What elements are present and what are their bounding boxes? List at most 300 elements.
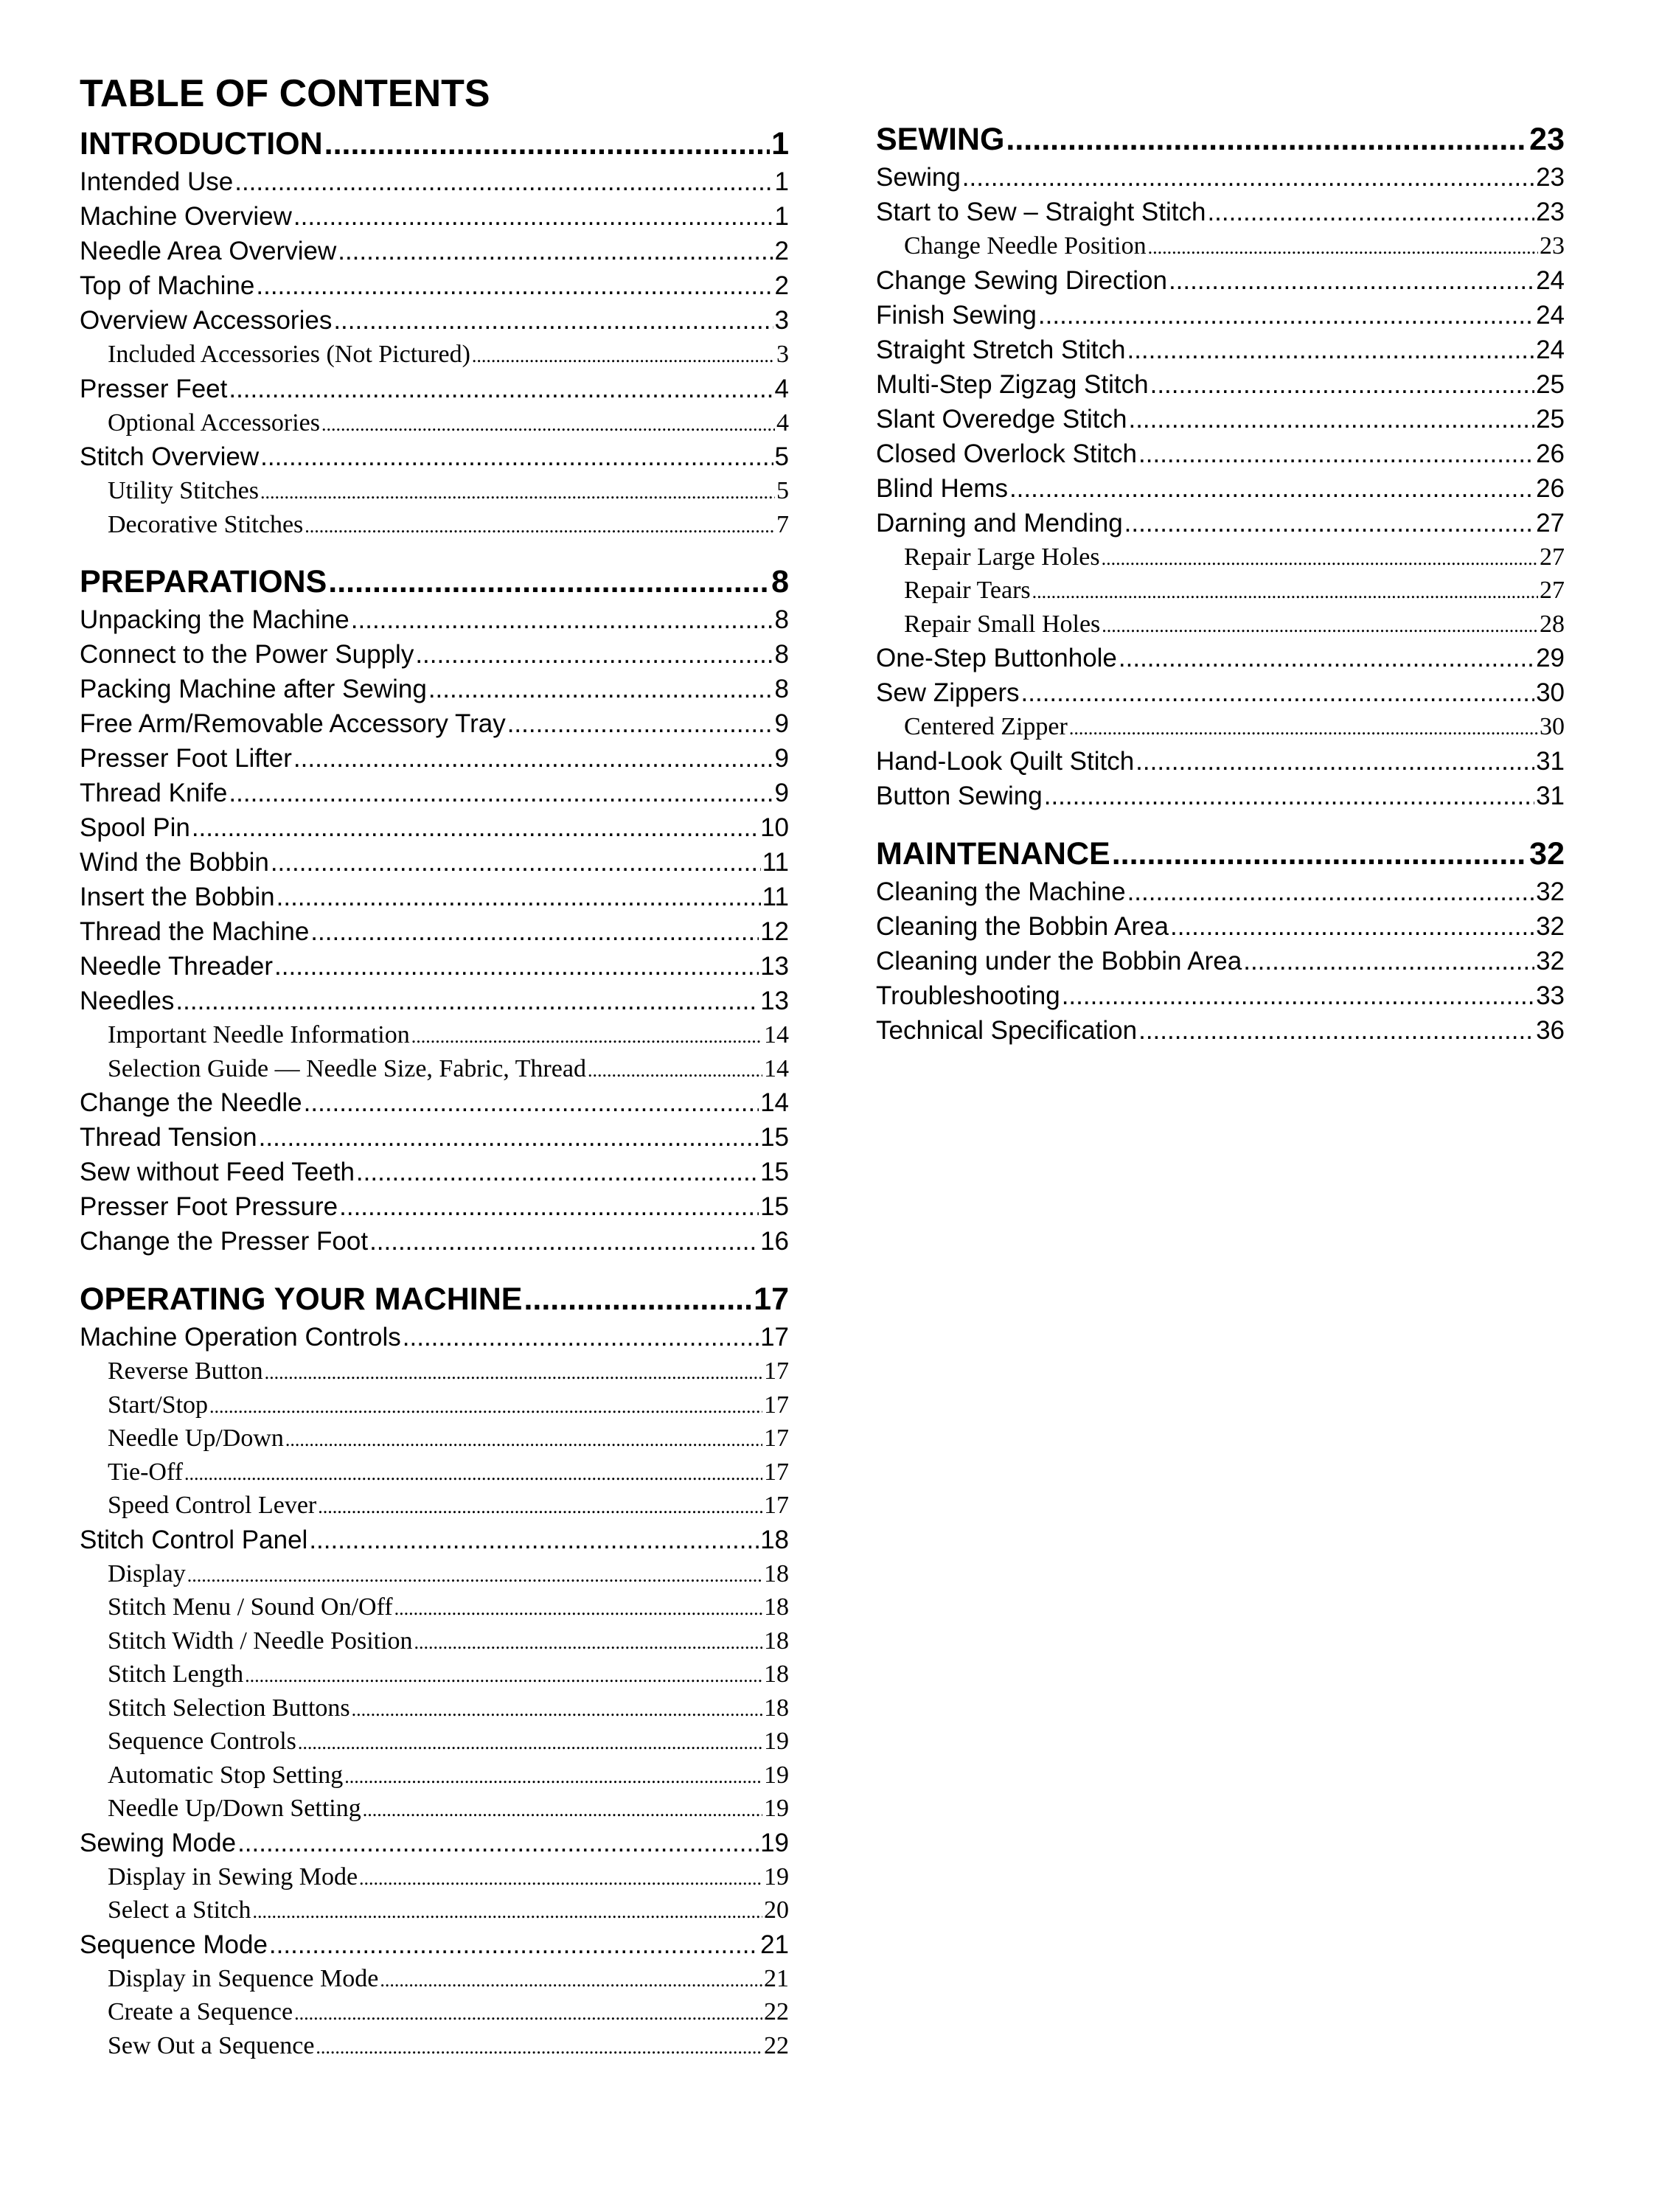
dot-leader [175, 984, 759, 1018]
toc-entry [80, 637, 789, 672]
toc-entry-page-number: 17 [764, 1458, 789, 1486]
dot-leader [1128, 402, 1534, 437]
toc-entry-page-number: 22 [764, 1998, 789, 2025]
toc-entry [80, 303, 789, 338]
dot-leader [1135, 744, 1534, 779]
dot-leader [1127, 874, 1535, 909]
toc-entry [80, 338, 789, 372]
toc-entry [876, 471, 1565, 506]
toc-entry-page-number: 13 [760, 987, 789, 1015]
toc-entry [80, 234, 789, 268]
toc-entry-page-number: 9 [774, 744, 789, 773]
toc-entry [80, 1893, 789, 1927]
toc-entry [80, 199, 789, 234]
dot-leader [237, 1826, 759, 1860]
toc-entry-label: Machine Overview [80, 202, 292, 231]
toc-entry-label: Stitch Length [108, 1660, 244, 1688]
toc-entry [80, 1085, 789, 1120]
toc-entry-page-number: 2 [774, 271, 789, 300]
dot-leader [298, 1725, 762, 1759]
toc-entry-label: Needles [80, 987, 175, 1015]
dot-leader [394, 1590, 762, 1624]
toc-entry-page-number: 32 [1536, 911, 1565, 941]
toc-entry-label: Packing Machine after Sewing [80, 675, 427, 703]
toc-entry [876, 367, 1565, 402]
dot-leader [359, 1860, 762, 1894]
toc-entry-page-number: 24 [1536, 300, 1565, 330]
toc-entry-label: Display [108, 1559, 186, 1587]
toc-entry-label: Decorative Stitches [108, 510, 304, 538]
dot-leader [333, 303, 773, 338]
dot-leader [1138, 437, 1534, 471]
toc-entry-page-number: 26 [1536, 473, 1565, 503]
toc-section-introduction [80, 124, 789, 541]
toc-entry [80, 1155, 789, 1189]
toc-entry [876, 263, 1565, 298]
toc-entry-page-number: 8 [774, 640, 789, 669]
toc-entry-label: Centered Zipper [904, 713, 1068, 740]
toc-entry-page-number: 15 [760, 1158, 789, 1186]
toc-entry-label: Spool Pin [80, 813, 190, 842]
toc-entry-page-number: 2 [774, 237, 789, 265]
dot-leader [351, 602, 773, 637]
toc-entry-label: Thread Tension [80, 1123, 257, 1152]
toc-entry-label: Cleaning the Bobbin Area [876, 911, 1169, 941]
toc-entry-page-number: 8 [774, 605, 789, 634]
page-title: TABLE OF CONTENTS [80, 72, 490, 115]
dot-leader [1148, 229, 1538, 263]
toc-entry-label: MAINTENANCE [876, 835, 1110, 872]
dot-leader [253, 1893, 762, 1927]
toc-entry-label: Wind the Bobbin [80, 848, 269, 877]
toc-entry-label: Needle Up/Down Setting [108, 1795, 361, 1822]
toc-entry [876, 779, 1565, 813]
toc-entry-page-number: 1 [774, 167, 789, 196]
dot-leader [318, 1489, 762, 1523]
toc-entry-page-number: 1 [771, 126, 789, 161]
toc-entry-label: Change Needle Position [904, 232, 1147, 260]
toc-right-column [876, 119, 1565, 1068]
toc-entry [80, 1725, 789, 1759]
toc-entry-page-number: 24 [1536, 335, 1565, 364]
toc-entry [80, 1354, 789, 1388]
toc-entry [876, 333, 1565, 367]
dot-leader [234, 164, 773, 199]
dot-leader [524, 1279, 752, 1320]
dot-leader [1009, 471, 1534, 506]
toc-entry [80, 1759, 789, 1792]
toc-entry-label: Hand-Look Quilt Stitch [876, 746, 1135, 776]
dot-leader [1170, 909, 1534, 944]
toc-entry-page-number: 23 [1536, 163, 1565, 192]
toc-entry-label: PREPARATIONS [80, 564, 327, 599]
toc-entry-page-number: 12 [760, 917, 789, 946]
toc-entry-page-number: 18 [764, 1627, 789, 1655]
toc-section-preparations [80, 562, 789, 1259]
dot-leader [192, 810, 759, 845]
toc-entry-page-number: 19 [764, 1863, 789, 1891]
dot-leader [265, 1354, 762, 1388]
toc-entry [876, 160, 1565, 195]
toc-entry [876, 909, 1565, 944]
toc-entry-page-number: 7 [776, 510, 789, 538]
dot-leader [507, 706, 773, 741]
toc-entry-label: Blind Hems [876, 473, 1008, 503]
toc-entry-label: Needle Up/Down [108, 1425, 284, 1452]
toc-entry-label: Thread Knife [80, 779, 228, 807]
toc-entry-page-number: 11 [762, 848, 789, 877]
toc-entry [80, 1455, 789, 1489]
toc-entry [80, 406, 789, 440]
dot-leader [293, 199, 773, 234]
toc-entry-page-number: 17 [760, 1323, 789, 1352]
toc-entry-page-number: 8 [771, 564, 789, 599]
toc-entry-label: Intended Use [80, 167, 234, 196]
toc-entry-label: Selection Guide — Needle Size, Fabric, Thread [108, 1054, 586, 1082]
dot-leader [309, 1523, 759, 1557]
toc-entry-page-number: 15 [760, 1123, 789, 1152]
dot-leader [1102, 540, 1538, 574]
toc-entry-label: Stitch Overview [80, 442, 260, 471]
toc-entry [80, 810, 789, 845]
toc-entry [80, 1120, 789, 1155]
toc-entry-page-number: 17 [764, 1391, 789, 1419]
toc-section-heading [80, 124, 789, 164]
toc-entry-label: One-Step Buttonhole [876, 644, 1117, 672]
toc-entry-label: Button Sewing [876, 781, 1043, 810]
toc-entry-label: Change Sewing Direction [876, 265, 1167, 295]
toc-entry-label: Sequence Mode [80, 1930, 268, 1959]
toc-entry-label: Straight Stretch Stitch [876, 335, 1126, 364]
toc-entry-label: Important Needle Information [108, 1021, 410, 1048]
toc-entry [80, 1962, 789, 1996]
dot-leader [1150, 367, 1534, 402]
dot-leader [1102, 608, 1538, 641]
toc-entry-label: Utility Stitches [108, 477, 259, 504]
toc-entry-label: Technical Specification [876, 1015, 1138, 1045]
toc-entry-page-number: 32 [1536, 946, 1565, 975]
toc-entry-label: Create a Sequence [108, 1998, 293, 2025]
toc-entry [80, 741, 789, 776]
toc-entry-page-number: 5 [774, 442, 789, 471]
toc-entry-label: Top of Machine [80, 271, 255, 300]
dot-leader [310, 914, 759, 949]
toc-entry-page-number: 1 [774, 202, 789, 231]
dot-leader [209, 1388, 762, 1422]
toc-entry-label: Unpacking the Machine [80, 605, 349, 634]
toc-entry [876, 1013, 1565, 1048]
toc-entry-label: Stitch Width / Needle Position [108, 1627, 413, 1655]
toc-entry-page-number: 9 [774, 779, 789, 807]
dot-leader [269, 1927, 759, 1962]
toc-entry-page-number: 19 [764, 1795, 789, 1822]
toc-entry [876, 437, 1565, 471]
toc-entry-label: Stitch Control Panel [80, 1525, 308, 1554]
toc-entry-page-number: 14 [764, 1054, 789, 1082]
toc-entry [876, 540, 1565, 574]
dot-leader [1044, 779, 1534, 813]
toc-entry [80, 1422, 789, 1455]
toc-entry [876, 229, 1565, 263]
toc-entry [80, 845, 789, 880]
dot-leader [316, 2029, 762, 2063]
dot-leader [414, 1624, 762, 1658]
toc-entry-page-number: 36 [1536, 1015, 1565, 1045]
toc-entry-page-number: 31 [1536, 781, 1565, 810]
toc-entry-page-number: 23 [1529, 122, 1565, 157]
toc-entry-label: Presser Foot Pressure [80, 1192, 338, 1221]
toc-entry-page-number: 30 [1536, 678, 1565, 707]
toc-entry-label: Start to Sew – Straight Stitch [876, 198, 1206, 226]
toc-entry [80, 1489, 789, 1523]
toc-entry [80, 1691, 789, 1725]
dot-leader [356, 1155, 759, 1189]
toc-entry-page-number: 17 [764, 1425, 789, 1452]
dot-leader [305, 508, 775, 542]
toc-entry-label: Change the Presser Foot [80, 1227, 369, 1256]
toc-entry [80, 914, 789, 949]
toc-entry-page-number: 26 [1536, 439, 1565, 468]
toc-entry-label: Insert the Bobbin [80, 883, 275, 911]
toc-entry-page-number: 24 [1536, 265, 1565, 295]
toc-entry-label: Sew Out a Sequence [108, 2031, 315, 2059]
toc-entry [80, 1052, 789, 1086]
toc-entry-page-number: 27 [1540, 577, 1565, 604]
toc-entry-label: Included Accessories (Not Pictured) [108, 341, 470, 368]
dot-leader [1127, 333, 1534, 367]
toc-entry-page-number: 33 [1536, 981, 1565, 1010]
dot-leader [321, 406, 775, 440]
dot-leader [352, 1691, 762, 1725]
toc-entry-page-number: 29 [1536, 644, 1565, 672]
toc-entry-page-number: 19 [760, 1828, 789, 1857]
toc-entry-label: Connect to the Power Supply [80, 640, 414, 669]
toc-entry-label: Change the Needle [80, 1088, 302, 1117]
toc-entry-page-number: 18 [764, 1694, 789, 1722]
dot-leader [1207, 195, 1534, 229]
toc-entry-label: Stitch Menu / Sound On/Off [108, 1593, 393, 1621]
dot-leader [403, 1320, 759, 1354]
dot-leader [328, 562, 770, 602]
toc-entry [876, 675, 1565, 710]
toc-entry-page-number: 31 [1536, 746, 1565, 776]
toc-entry [80, 474, 789, 508]
toc-entry-label: Speed Control Lever [108, 1492, 317, 1519]
toc-section-heading [876, 119, 1565, 160]
toc-entry [80, 1523, 789, 1557]
toc-entry-page-number: 28 [1540, 610, 1565, 638]
toc-entry [876, 744, 1565, 779]
toc-section-sewing [876, 119, 1565, 813]
toc-entry [80, 1590, 789, 1624]
dot-leader [260, 474, 775, 508]
toc-section-heading [80, 1279, 789, 1320]
toc-entry-page-number: 25 [1536, 404, 1565, 434]
dot-leader [293, 741, 773, 776]
toc-entry [80, 706, 789, 741]
toc-entry-label: Closed Overlock Stitch [876, 439, 1138, 468]
toc-entry-page-number: 17 [764, 1357, 789, 1385]
toc-entry-label: Sequence Controls [108, 1728, 296, 1755]
toc-entry-label: Troubleshooting [876, 981, 1060, 1010]
toc-entry-page-number: 32 [1529, 835, 1565, 872]
toc-entry [876, 874, 1565, 909]
toc-entry-label: OPERATING YOUR MACHINE [80, 1281, 523, 1317]
toc-entry [80, 1018, 789, 1052]
dot-leader [472, 338, 775, 372]
dot-leader [344, 1759, 762, 1792]
dot-leader [1032, 574, 1538, 608]
toc-entry [80, 508, 789, 542]
dot-leader [1112, 834, 1528, 874]
dot-leader [1021, 675, 1535, 710]
dot-leader [588, 1052, 762, 1086]
dot-leader [245, 1658, 762, 1691]
toc-entry [80, 984, 789, 1018]
toc-entry-page-number: 21 [764, 1964, 789, 1992]
toc-entry-label: Optional Accessories [108, 408, 320, 437]
toc-entry [80, 1860, 789, 1894]
toc-entry [80, 1189, 789, 1224]
toc-entry-page-number: 9 [774, 709, 789, 738]
toc-entry [80, 268, 789, 303]
dot-leader [1243, 944, 1534, 978]
toc-entry-label: Sew Zippers [876, 678, 1020, 707]
toc-entry-page-number: 20 [764, 1896, 789, 1924]
toc-entry [876, 195, 1565, 229]
toc-entry-page-number: 21 [760, 1930, 789, 1959]
dot-leader [304, 1085, 759, 1120]
toc-entry [80, 880, 789, 914]
toc-entry-label: Reverse Button [108, 1357, 263, 1385]
dot-leader [1069, 710, 1538, 744]
dot-leader [338, 234, 773, 268]
toc-entry-label: Repair Small Holes [904, 610, 1101, 638]
toc-entry-label: Start/Stop [108, 1391, 209, 1419]
toc-entry [876, 710, 1565, 744]
toc-entry [876, 574, 1565, 608]
dot-leader [256, 268, 773, 303]
toc-section-maintenance [876, 834, 1565, 1048]
toc-entry-page-number: 18 [760, 1525, 789, 1554]
dot-leader [184, 1455, 762, 1489]
toc-entry-label: Overview Accessories [80, 306, 333, 335]
toc-entry-page-number: 10 [760, 813, 789, 842]
toc-entry-page-number: 4 [774, 374, 789, 403]
toc-entry-label: Display in Sequence Mode [108, 1964, 379, 1992]
toc-entry-label: Free Arm/Removable Accessory Tray [80, 709, 506, 738]
toc-entry-label: Repair Tears [904, 577, 1031, 604]
toc-entry [80, 1224, 789, 1259]
dot-leader [1119, 641, 1534, 675]
toc-entry-page-number: 18 [764, 1593, 789, 1621]
toc-entry [80, 1388, 789, 1422]
toc-entry [80, 372, 789, 406]
toc-entry [876, 608, 1565, 641]
dot-leader [187, 1557, 762, 1591]
toc-entry-page-number: 23 [1536, 198, 1565, 226]
toc-entry-label: Presser Feet [80, 374, 228, 403]
dot-leader [363, 1792, 762, 1826]
dot-leader [369, 1224, 759, 1259]
dot-leader [1038, 298, 1534, 333]
toc-entry-label: Multi-Step Zigzag Stitch [876, 369, 1149, 399]
toc-entry-page-number: 19 [764, 1728, 789, 1755]
dot-leader [276, 880, 761, 914]
toc-entry-label: Cleaning under the Bobbin Area [876, 946, 1242, 975]
dot-leader [411, 1018, 762, 1052]
dot-leader [962, 160, 1534, 195]
toc-entry-page-number: 3 [774, 306, 789, 335]
toc-section-heading [876, 834, 1565, 874]
toc-entry [80, 164, 789, 199]
toc-entry [80, 1658, 789, 1691]
toc-entry [80, 672, 789, 706]
dot-leader [1006, 119, 1528, 160]
dot-leader [1124, 506, 1534, 540]
toc-entry-page-number: 17 [764, 1492, 789, 1519]
toc-entry [80, 1792, 789, 1826]
toc-entry-label: Presser Foot Lifter [80, 744, 292, 773]
toc-entry-label: Needle Area Overview [80, 237, 337, 265]
toc-entry [876, 298, 1565, 333]
dot-leader [271, 845, 761, 880]
dot-leader [229, 372, 773, 406]
toc-entry-label: Machine Operation Controls [80, 1323, 401, 1352]
toc-section-operating-your-machine [80, 1279, 789, 2062]
dot-leader [1138, 1013, 1534, 1048]
toc-entry-label: SEWING [876, 122, 1005, 157]
toc-entry [80, 2029, 789, 2063]
toc-entry-page-number: 3 [776, 341, 789, 368]
toc-entry-label: Darning and Mending [876, 508, 1123, 538]
toc-entry-page-number: 17 [754, 1281, 789, 1317]
toc-entry-page-number: 14 [760, 1088, 789, 1117]
toc-entry [876, 641, 1565, 675]
toc-entry [80, 1826, 789, 1860]
toc-entry-page-number: 23 [1540, 232, 1565, 260]
toc-entry-page-number: 18 [764, 1559, 789, 1587]
toc-entry-page-number: 19 [764, 1761, 789, 1789]
toc-entry-page-number: 15 [760, 1192, 789, 1221]
dot-leader [294, 1995, 762, 2029]
toc-entry-label: Select a Stitch [108, 1896, 251, 1924]
toc-entry [876, 944, 1565, 978]
toc-entry-page-number: 16 [760, 1227, 789, 1256]
dot-leader [339, 1189, 759, 1224]
dot-leader [1062, 978, 1534, 1013]
toc-entry-page-number: 32 [1536, 877, 1565, 906]
toc-entry-page-number: 13 [760, 952, 789, 981]
dot-leader [285, 1422, 762, 1455]
toc-entry [80, 1927, 789, 1962]
toc-entry [80, 1624, 789, 1658]
toc-entry [80, 1557, 789, 1591]
dot-leader [259, 1120, 759, 1155]
toc-entry-label: Thread the Machine [80, 917, 310, 946]
toc-entry-page-number: 4 [776, 408, 789, 437]
toc-entry-page-number: 27 [1540, 543, 1565, 571]
toc-entry [876, 978, 1565, 1013]
toc-entry-label: Sewing [876, 163, 961, 192]
dot-leader [1169, 263, 1534, 298]
toc-entry [876, 506, 1565, 540]
dot-leader [260, 439, 773, 474]
toc-entry-page-number: 18 [764, 1660, 789, 1688]
toc-entry-label: Repair Large Holes [904, 543, 1100, 571]
toc-entry-label: Tie-Off [108, 1458, 184, 1486]
toc-entry-page-number: 27 [1536, 508, 1565, 538]
